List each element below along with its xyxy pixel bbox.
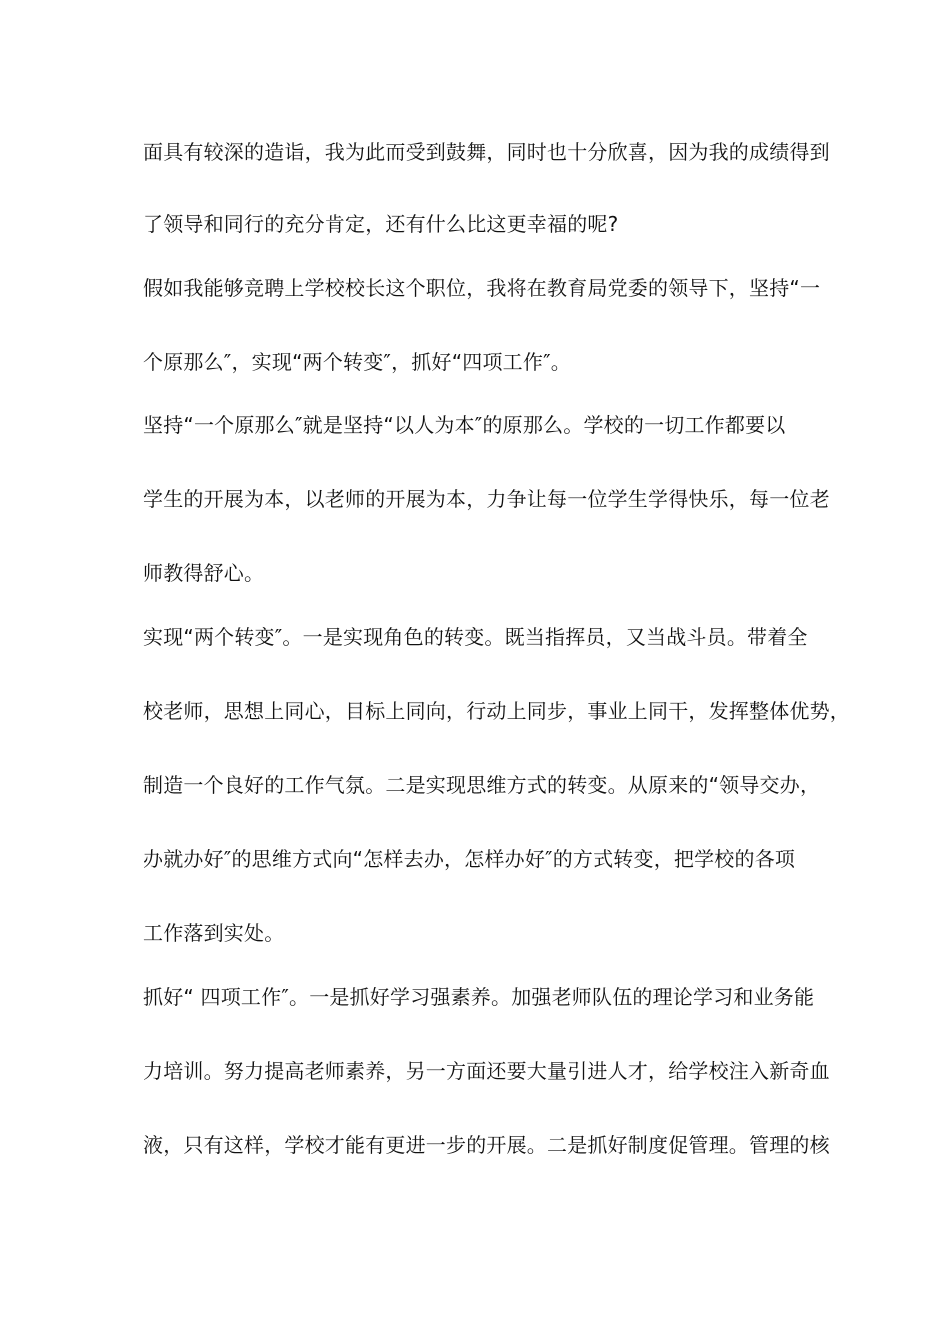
text-line: 制造一个良好的工作气氛。二是实现思维方式的转变。从原来的“领导交办， (143, 773, 821, 797)
text-line: 抓好“ 四项工作″。一是抓好学习强素养。加强老师队伍的理论学习和业务能 (143, 985, 815, 1009)
text-line: 实现“两个转变″。一是实现角色的转变。既当指挥员，又当战斗员。带着全 (143, 625, 808, 649)
text-line: 力培训。努力提高老师素养，另一方面还要大量引进人才，给学校注入新奇血 (143, 1059, 830, 1083)
text-line: 工作落到实处。 (143, 921, 285, 945)
text-line: 师教得舒心。 (143, 561, 265, 585)
text-line: 坚持“一个原那么″就是坚持“以人为本″的原那么。学校的一切工作都要以 (143, 413, 786, 437)
text-line: 假如我能够竞聘上学校校长这个职位，我将在教育局党委的领导下，坚持“一 (143, 276, 821, 300)
text-line: 学生的开展为本，以老师的开展为本，力争让每一位学生学得快乐，每一位老 (143, 487, 830, 511)
text-line: 面具有较深的造诣，我为此而受到鼓舞，同时也十分欣喜，因为我的成绩得到 (143, 140, 830, 164)
text-line: 校老师，思想上同心，目标上同向，行动上同步，事业上同干，发挥整体优势， (143, 699, 850, 723)
text-line: 了领导和同行的充分肯定，还有什么比这更幸福的呢? (143, 212, 619, 236)
text-line: 个原那么″，实现“两个转变″，抓好“四项工作″。 (143, 350, 571, 374)
text-line: 办就办好″的思维方式向“怎样去办，怎样办好″的方式转变，把学校的各项 (143, 847, 796, 871)
text-line: 液，只有这样，学校才能有更进一步的开展。二是抓好制度促管理。管理的核 (143, 1133, 830, 1157)
